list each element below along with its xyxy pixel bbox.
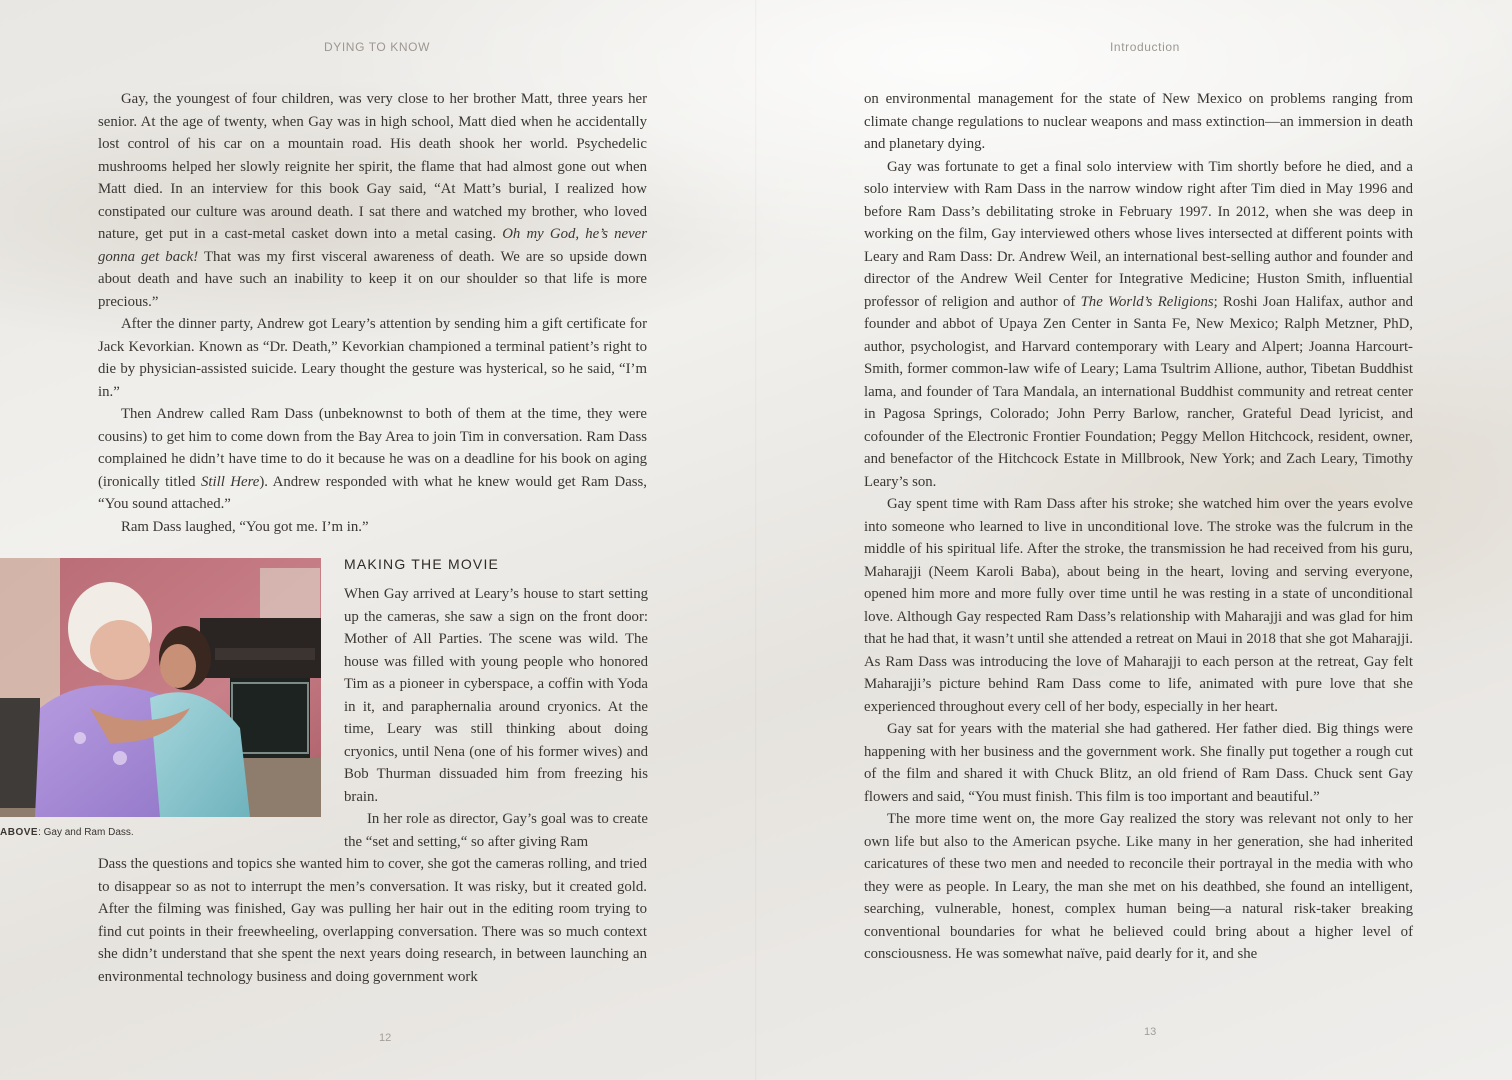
- right-paragraph: [864, 88, 1413, 156]
- paragraph-text: After the dinner party, Andrew got Leary’s attention by sending him a gift certificate for Jack Kevorkian. Known as “Dr. Death,” Kevorkian championed a terminal patient’s right to die by physician-assisted suicide. Leary thought the gesture was hysterical, so he said, “I’m in.”: [98, 316, 647, 400]
- left-paragraph: [98, 403, 647, 516]
- left-running-head: DYING TO KNOW: [324, 40, 431, 54]
- left-page-body: [98, 88, 647, 538]
- right-paragraph: [864, 493, 1413, 718]
- paragraph-text: Then Andrew called Ram Dass (unbeknownst to both of them at the time, they were cousins) to get him to come down from the Bay Area to join Tim in conversation. Ram Dass complained he didn’t have time to do it because he was on a deadline for his book on aging (ironically titled: [98, 406, 647, 490]
- left-paragraph: [98, 88, 647, 313]
- paragraph-text: That was my first visceral awareness of death. We are so upside down about death and have such an inability to keep it on our shoulder so that life is more precious.”: [98, 248, 647, 310]
- bottom-paragraph: Dass the questions and topics she wanted him to cover, she got the cameras rolling, and tried to disappear so as not to interrupt the men’s conversation. It was risky, but it created gold. After the filming was finished, Gay was pulling her hair out in the editing room trying to find cut points in their freewheeling, overlapping conversation. There was so much context she didn’t understand that she spent the next years doing research, in between launching an environmental technology business and doing government work: [98, 856, 647, 985]
- left-paragraph: [98, 313, 647, 403]
- italic-text: Oh my God, he’s never gonna get back!: [98, 226, 648, 265]
- paragraph-text: ; Roshi Joan Halifax, author and founder and abbot of Upaya Zen Center in Santa Fe, New Mexico; Ralph Metzner, PhD, author, psychologist, and Harvard contemporary with Leary and Alpert; Joanna Harcourt-Smith, former common-law wife of Leary; Lama Tsultrim Allione, author, Tibetan Buddhist lama, and founder of Tara Mandala, an international Buddhist community and retreat center in Pagosa Springs, Colorado; John Perry Barlow, rancher, Grateful Dead lyricist, and cofounder of the Electronic Frontier Foundation; Peggy Mellon Hitchcock, resident, owner, and benefactor of the Hitchcock Estate in Millbrook, New York; and Zach Leary, Timothy Leary’s son.: [864, 293, 1414, 490]
- paragraph-text: ). Andrew responded with what he knew would get Ram Dass, “You sound attached.”: [98, 473, 647, 512]
- paragraph-text: Gay was fortunate to get a final solo interview with Tim shortly before he died, and a solo interview with Ram Dass in the narrow window right after Tim died in May 1996 and before Ram Dass’s debilitating stroke in February 1997. In 2012, when she was deep in working on the film, Gay interviewed others whose lives intersected at different points with Leary and Ram Dass: Dr. Andrew Weil, an international best-selling author and founder and director of the Andrew Weil Center for Integrative Medicine; Huston Smith, influential professor of religion and author of: [864, 158, 1413, 310]
- side-paragraph-2: In her role as director, Gay’s goal was to create the “set and setting,“ so after giving Ram: [344, 811, 648, 850]
- right-page-body: [864, 88, 1413, 966]
- paragraph-text: on environmental management for the state of New Mexico on problems ranging from climate change regulations to nuclear weapons and mass extinction—an immersion in death and planetary dying.: [864, 91, 1413, 152]
- left-page-number: 12: [379, 1032, 392, 1044]
- caption-text: : Gay and Ram Dass.: [38, 827, 134, 838]
- paragraph-text: The more time went on, the more Gay realized the story was relevant not only to her own life but also to the American psyche. Like many in her generation, she had inherited caricatures of these two men and needed to reconcile their portrayal in the media with who they were as people. In Leary, the man she met on his deathbed, she found an intelligent, searching, vulnerable, honest, complex human being—a natural risk-taker breaking conventional boundaries for what he believed could bring about a higher level of consciousness. He was somewhat naïve, paid dearly for it, and she: [864, 811, 1413, 962]
- paragraph-text: Gay, the youngest of four children, was very close to her brother Matt, three years her senior. At the age of twenty, when Gay was in high school, Matt died when he accidentally lost control of his car on a mountain road. His death shook her world. Psychedelic mushrooms helped her slowly reignite her spirit, the flame that had almost gone out when Matt died. In an interview for this book Gay said, “At Matt’s burial, I realized how constipated our culture was around death. I sat there and watched my brother, who loved nature, get put in a cast-metal casket down into a metal casing.: [98, 91, 647, 242]
- right-paragraph: [864, 808, 1413, 966]
- left-paragraph: [98, 516, 647, 539]
- page-gutter: [755, 0, 757, 1080]
- paragraph-text: Gay spent time with Ram Dass after his stroke; she watched him over the years evolve into someone who learned to live in unconditional love. The stroke was the fulcrum in the middle of his spiritual life. After the stroke, the transmission he had received from his guru, Maharajji (Neem Karoli Baba), about being in the heart, loving and serving everyone, opened him more and more fully over time until he was resting in a state of unconditional love. Although Gay respected Ram Dass’s relationship with Maharajji and was glad for him that he had that, it wasn’t until she attended a retreat on Maui in 2018 that she got Maharajji. As Ram Dass was introducing the love of Maharajji to each person at the retreat, Gay felt Maharajji’s picture behind Ram Dass come to life, animated with pure love that she experienced throughout every cell of her body, especially in her heart.: [864, 496, 1413, 715]
- italic-text: Still Here: [201, 473, 260, 490]
- caption-label: ABOVE: [0, 827, 39, 838]
- paragraph-text: Gay sat for years with the material she had gathered. Her father died. Big things were happening with her business and the government work. She finally put together a rough cut of the film and shared it with Chuck Blitz, an old friend of Ram Dass. Chuck sent Gay flowers and said, “You must finish. This film is too important and beautiful.”: [864, 721, 1413, 805]
- bottom-continuation-text: [98, 853, 647, 988]
- right-paragraph: [864, 156, 1413, 494]
- photo-gay-and-ram-dass: [0, 558, 321, 817]
- right-page-number: 13: [1144, 1026, 1157, 1038]
- section-heading: MAKING THE MOVIE: [344, 556, 500, 572]
- photo-caption: [0, 827, 134, 838]
- right-running-head: Introduction: [1110, 40, 1180, 54]
- side-paragraph-1: When Gay arrived at Leary’s house to start setting up the cameras, she saw a sign on the front door: Mother of All Parties. The scene was wild. The house was filled with young people who honored Tim as a pioneer in cyberspace, a coffin with Yoda in it, and paraphernalia around cryonics. At the time, Leary was still thinking about doing cryonics, until Nena (one of his former wives) and Bob Thurman dissuaded him from freezing his brain.: [344, 586, 648, 805]
- right-paragraph: [864, 718, 1413, 808]
- side-column-text: [344, 583, 648, 853]
- paragraph-text: Ram Dass laughed, “You got me. I’m in.”: [121, 518, 369, 535]
- italic-text: The World’s Religions: [1080, 293, 1214, 310]
